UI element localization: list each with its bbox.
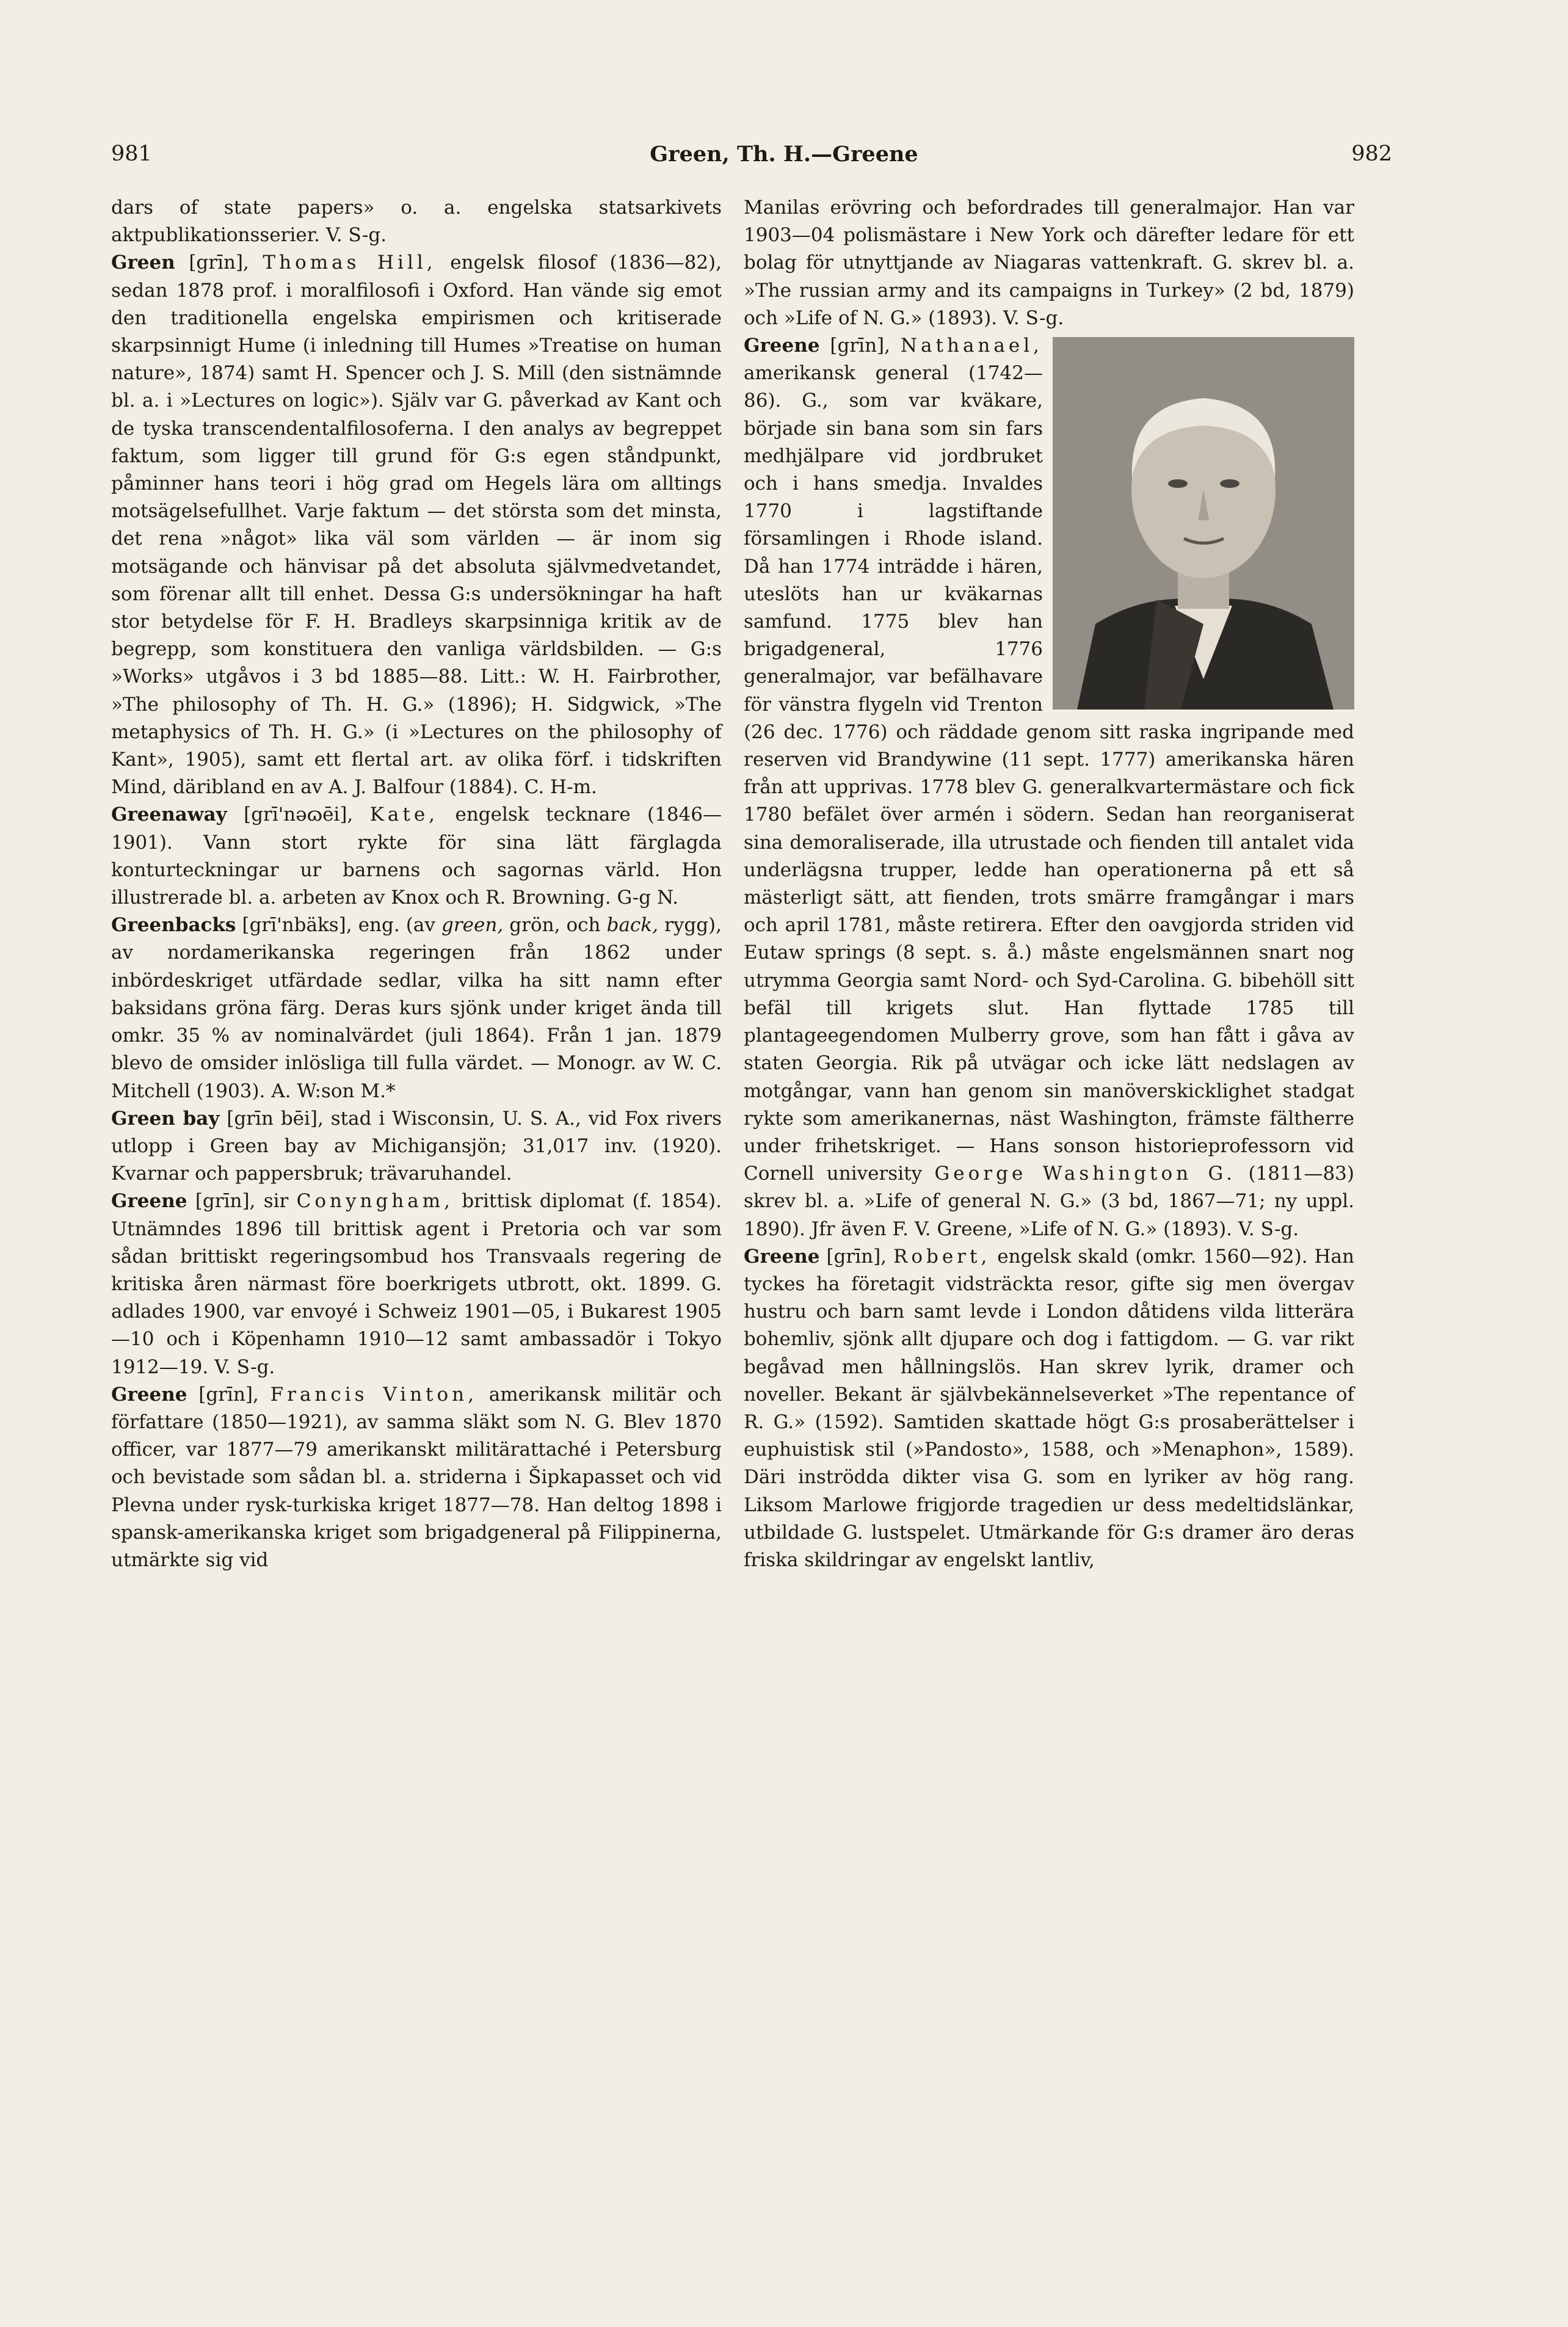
author-signature: V. S-g. bbox=[1238, 1218, 1299, 1240]
pronunciation: [grīn], bbox=[198, 1383, 259, 1406]
entry-green-thomas-hill bbox=[111, 249, 722, 801]
running-header bbox=[0, 142, 1568, 178]
headword: Greene bbox=[111, 1383, 187, 1406]
italic-term: back, bbox=[606, 914, 658, 937]
entry-text: amerikansk militär och författare (1850—1921), av samma släkt som N. G. Blev 1870 officer, var 1877—79 amerikanskt militärattaché i Petersburg och bevistade som sådan bl. a. striderna i Šipkapasset och vid Plevna under rysk-turkiska kriget 1877—78. Han deltog 1898 i spansk-amerikanska kriget som brigadgeneral på Filippinerna, utmärkte sig vid bbox=[111, 1383, 722, 1571]
italic-term: green, bbox=[441, 914, 504, 937]
entry-greene-francis-vinton bbox=[111, 1381, 722, 1574]
headword: Greenaway bbox=[111, 804, 227, 826]
author-signature: G-g N. bbox=[617, 887, 678, 909]
entry-text: amerikansk general (1742—86). G., som var kväkare, började sin bana som sin fars medhjälpare vid jordbruket och i hans smedja. Invaldes 1770 i lagstiftande församlingen i Rhode island. Då han 1774 inträdde i hären, uteslöts han ur kväkarnas samfund. 1775 blev han brigadgeneral, 1776 generalmajor, var befälhavare för vänstra flygeln vid Trenton (26 dec. 1776) och räddade genom sitt raska ingripande med reserven vid Brandywine (11 sept. 1777) amerikanska hären från att upprivas. 1778 blev G. generalkvartermästare och fick 1780 befälet över armén i södern. Sedan han reorganiserat sina demoraliserade, illa utrustade och fienden till antalet vida underlägsna trupper, ledde han operationerna på ett så mästerligt sätt, att fienden, trots smärre framgångar i mars och april 1781, måste retirera. Efter den oavgjorda striden vid Eutaw springs (8 sept. s. å.) måste engelsmännen snart nog utrymma Georgia samt Nord- och Syd-Carolina. G. bibehöll sitt befäl till krigets slut. Han flyttade 1785 till plantageegendomen Mulberry grove, som han fått i gåva av staten Georgia. Rik på utvägar och icke lätt nedslagen av motgångar, vann han genom sin manöverskicklighet stadgat rykte som amerikanernas, näst Washington, främste fältherre under frihetskriget. — Hans sonson historieprofessorn vid Cornell university bbox=[744, 362, 1354, 1185]
entry-continuation bbox=[111, 194, 722, 249]
portrait-graphic bbox=[1053, 337, 1354, 710]
author-signature: V. S-g. bbox=[325, 224, 387, 247]
page-number-left: 981 bbox=[111, 142, 152, 166]
author-signature: C. H-m. bbox=[524, 776, 597, 799]
pronunciation: [grīn bēi], bbox=[227, 1107, 324, 1130]
author-signature: V. S-g. bbox=[214, 1356, 275, 1378]
entry-greenaway bbox=[111, 801, 722, 912]
person-name: Francis Vinton, bbox=[270, 1383, 477, 1406]
entry-greenbacks bbox=[111, 912, 722, 1105]
pronunciation: [grīn], bbox=[189, 252, 249, 274]
entry-text: rygg), av nordamerikanska regeringen från 1862 under inbördeskriget utfärdade sedlar, vilka ha sitt namn efter baksidans gröna färg. Deras kurs sjönk under kriget ända till omkr. 35 % av nominalvärdet (juli 1864). Från 1 jan. 1879 blevo de omsider inlösliga till fulla värdet. — Monogr. av W. C. Mitchell (1903). bbox=[111, 914, 722, 1102]
entry-text: eng. (av bbox=[358, 914, 435, 937]
entry-greene-nathanael bbox=[744, 332, 1354, 1243]
person-name: George Washington G. bbox=[934, 1163, 1236, 1185]
headword: Greenbacks bbox=[111, 914, 236, 937]
entry-text: brittisk diplomat (f. 1854). Utnämndes 1896 till brittisk agent i Pretoria och var som sådan brittiskt regeringsombud hos Transvaals regering de kritiska åren närmast före boerkrigets utbrott, okt. 1899. G. adlades 1900, var envoyé i Schweiz 1901—05, i Bukarest 1905—10 och i Köpenhamn 1910—12 samt ambassadör i Tokyo 1912—19. bbox=[111, 1190, 722, 1378]
entry-continuation bbox=[744, 194, 1354, 332]
person-name: Nathanael, bbox=[900, 335, 1043, 357]
entry-greene-robert bbox=[744, 1243, 1354, 1574]
entry-text: dars of state papers» o. a. engelska statsarkivets aktpublikationsserier. bbox=[111, 197, 722, 247]
entry-text: (1811—83) skrev bl. a. »Life of general N. G.» (3 bd, 1867—71; ny uppl. 1890). Jfr även F. V. Greene, »Life of N. G.» (1893). bbox=[744, 1163, 1354, 1240]
entry-text: grön, och bbox=[509, 914, 601, 937]
page-number-right: 982 bbox=[1351, 142, 1392, 166]
headword: Green bay bbox=[111, 1107, 220, 1130]
entry-text: sir bbox=[263, 1190, 289, 1213]
entry-greene-conyngham bbox=[111, 1188, 722, 1381]
pronunciation: [grīn], bbox=[830, 335, 891, 357]
pronunciation: [grīn], bbox=[826, 1245, 887, 1268]
author-signature: V. S-g. bbox=[1003, 307, 1064, 329]
pronunciation: [grī'nbäks], bbox=[242, 914, 352, 937]
entry-text: engelsk filosof (1836—82), sedan 1878 prof. i moralfilosofi i Oxford. Han vände sig emot den traditionella engelska empirismen och kritiserade skarpsinnigt Hume (i inledning till Humes »Treatise on human nature», 1874) samt H. Spencer och J. S. Mill (den sistnämnde bl. a. i »Lectures on logic»). Själv var G. påverkad av Kant och de tyska transcendentalfilosoferna. I den analys av begreppet faktum, som ligger till grund för G:s egen ståndpunkt, påminner hans teori i hög grad om Hegels lära om alltings motsägelsefullhet. Varje faktum — det största som det minsta, det rena »något» lika väl som världen — är inom sig motsägande och hänvisar på det absoluta självmedvetandet, som förenar allt till enhet. Dessa G:s undersökningar ha haft stor betydelse för F. H. Bradleys skarpsinniga kritik av de begrepp, som konstituera den vanliga världsbilden. — G:s »Works» utgåvos i 3 bd 1885—88. Litt.: W. H. Fairbrother, »The philosophy of Th. H. G.» (1896); H. Sidgwick, »The metaphysics of Th. H. G.» (i »Lectures on the philosophy of Kant», 1905), samt ett flertal art. av olika förf. i tidskriften Mind, däribland en av A. J. Balfour (1884). bbox=[111, 252, 722, 799]
headword: Greene bbox=[744, 1245, 820, 1268]
person-name: Thomas Hill, bbox=[263, 252, 437, 274]
person-name: Robert, bbox=[893, 1245, 991, 1268]
headword: Greene bbox=[111, 1190, 187, 1213]
author-signature: A. W:son M.* bbox=[271, 1080, 396, 1102]
entry-green-bay bbox=[111, 1105, 722, 1188]
running-title: Green, Th. H.—Greene bbox=[650, 142, 918, 167]
pronunciation: [grīn], bbox=[195, 1190, 256, 1213]
entry-text: engelsk skald (omkr. 1560—92). Han tyckes ha företagit vidsträckta resor, gifte sig men övergav hustru och barn samt levde i London dåtidens vilda litterära bohemliv, sjönk allt djupare och dog i fattigdom. — G. var rikt begåvad men hållningslös. Han skrev lyrik, dramer och noveller. Bekant är självbekännelseverket »The repentance of R. G.» (1592). Samtiden skattade högt G:s prosaberättelser i euphuistisk stil (»Pandosto», 1588, och »Menaphon», 1589). Däri inströdda dikter visa G. som en lyriker av hög rang. Liksom Marlowe frigjorde tragedien ur dess medeltidslänkar, utbildade G. lustspelet. Utmärkande för G:s dramer äro deras friska skildringar av engelskt lantliv, bbox=[744, 1245, 1354, 1571]
person-name: Conyngham, bbox=[296, 1190, 454, 1213]
person-name: Kate, bbox=[369, 804, 439, 826]
headword: Greene bbox=[744, 335, 820, 357]
entry-text: engelsk tecknare (1846—1901). Vann stort rykte för sina lätt färglagda konturteckningar ur barnens och sagornas värld. Hon illustrerade bl. a. arbeten av Knox och R. Browning. bbox=[111, 804, 722, 909]
entry-text: Manilas erövring och befordrades till generalmajor. Han var 1903—04 polismästare i New York och därefter ledare för ett bolag för utnyttjande av Niagaras vattenkraft. G. skrev bl. a. »The russian army and its campaigns in Turkey» (2 bd, 1879) och »Life of N. G.» (1893). bbox=[744, 197, 1354, 329]
left-column bbox=[111, 194, 722, 1574]
headword: Green bbox=[111, 252, 175, 274]
portrait-engraving-icon bbox=[1053, 337, 1354, 710]
pronunciation: [grī'nəɷēi], bbox=[244, 804, 354, 826]
right-column bbox=[744, 194, 1354, 1574]
entry-text: stad i Wisconsin, U. S. A., vid Fox rivers utlopp i Green bay av Michigansjön; 31,017 inv. (1920). Kvarnar och pappersbruk; trävaruhandel. bbox=[111, 1107, 722, 1185]
